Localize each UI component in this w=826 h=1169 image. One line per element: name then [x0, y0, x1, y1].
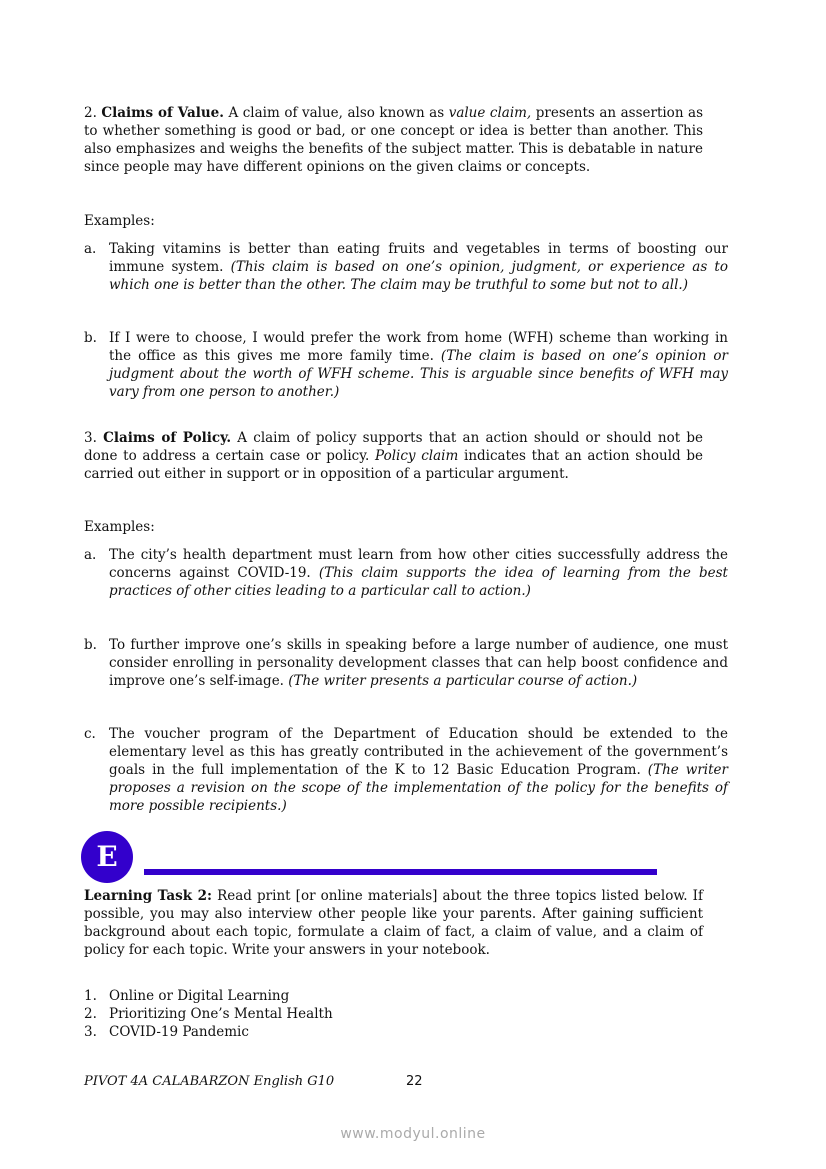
list-item: 1. Online or Digital Learning	[84, 988, 290, 1004]
list-item: a. Taking vitamins is better than eating fruits and vegetables in terms of boosting our immune system. (This claim is based on one’s opinion, judgment, or experience as to which one is better than the other. The claim may be truthful to some but not to all.)	[84, 241, 728, 293]
topic-list	[84, 987, 333, 1041]
examples-label: Examples:	[84, 213, 155, 229]
watermark: www.modyul.online	[340, 1126, 486, 1142]
learning-task-paragraph: Learning Task 2: Read print [or online materials] about the three topics listed below. If possible, you may also interview other people like your parents. After gaining sufficient background about each topic, formulate a claim of fact, a claim of value, and a claim of policy for each topic. Write your answers in your notebook.	[84, 888, 704, 958]
list-item: 2. Prioritizing One’s Mental Health	[84, 1006, 333, 1022]
list-item: a. The city’s health department must learn from how other cities successfully address the concerns against COVID-19. (This claim supports the idea of learning from the best practices of other cities leading to a particular call to action.)	[84, 547, 728, 599]
claims-of-policy-paragraph: 3. Claims of Policy. A claim of policy supports that an action should or should not be done to address a certain case or policy. Policy claim indicates that an action should be carried out either in support or in opposition of a particular argument.	[84, 430, 704, 482]
list-item: 3. COVID-19 Pandemic	[84, 1024, 249, 1040]
footer-title: PIVOT 4A CALABARZON English G10	[84, 1074, 335, 1089]
list-item: b. To further improve one’s skills in speaking before a large number of audience, one must consider enrolling in personality development classes that can help boost confidence and improve one’s self-image. (The writer presents a particular course of action.)	[84, 637, 728, 689]
claims-of-value-paragraph: 2. Claims of Value. A claim of value, also known as value claim, presents an assertion as to whether something is good or bad, or one concept or idea is better than another. This also emphasizes and weighs the benefits of the subject matter. This is debatable in nature since people may have different opinions on the given claims or concepts.	[84, 105, 704, 175]
list-item: b. If I were to choose, I would prefer the work from home (WFH) scheme than working in the office as this gives me more family time. (The claim is based on one’s opinion or judgment about the worth of WFH scheme. This is arguable since benefits of WFH may vary from one person to another.)	[84, 330, 728, 400]
section-divider	[144, 869, 657, 875]
examples-label: Examples:	[84, 519, 155, 535]
page-number: 22	[406, 1074, 423, 1089]
list-item: c. The voucher program of the Department of Education should be extended to the elementary level as this has greatly contributed in the achievement of the government’s goals in the full implementation of the K to 12 Basic Education Program. (The writer proposes a revision on the scope of the implementation of the policy for the benefits of more possible recipients.)	[84, 726, 728, 814]
section-e-badge: E	[81, 831, 133, 883]
